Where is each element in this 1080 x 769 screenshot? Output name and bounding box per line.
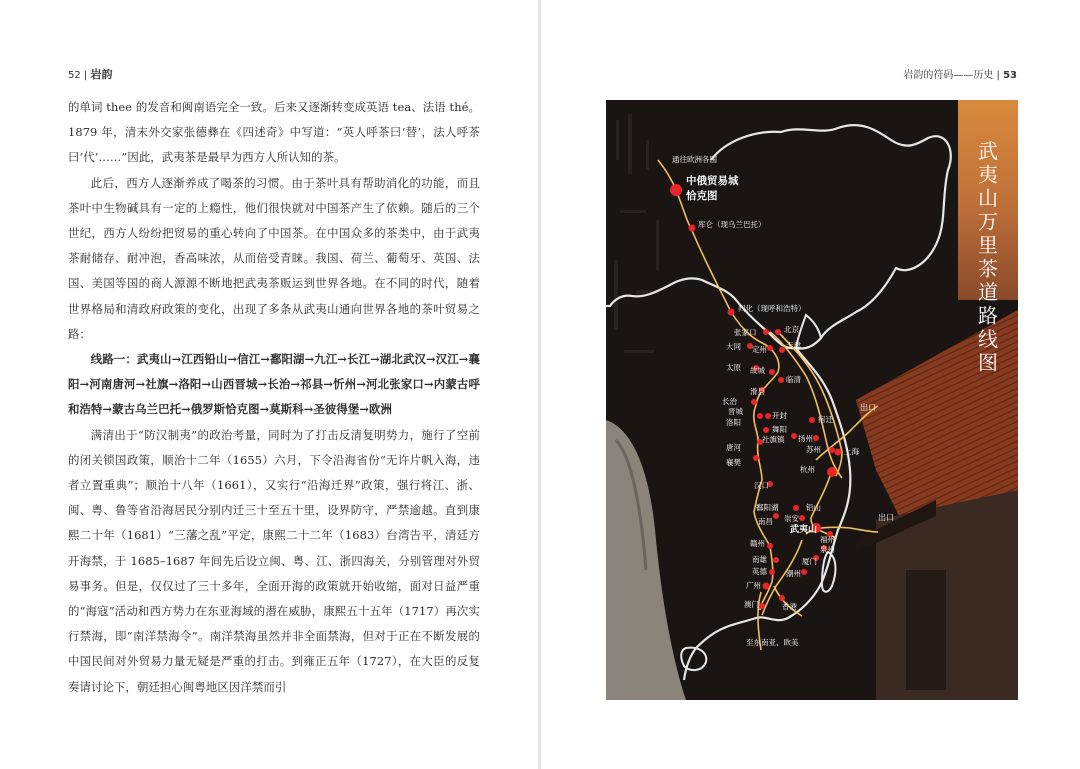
label-aomen: 澳门 [744, 600, 759, 609]
paragraph-4: 满清出于“防汉制夷”的政治考量，同时为了打击反清复明势力，施行了空前的闭关锁国政策，顺治十二年（1655）六月，下令沿海省份“无许片帆入海，违者立置重典”；顺治十八年（1661），又实行“沿海迁界”政策，强行将江、浙、闽、粤、鲁等省沿海居民分别内迁三十至五十里，设界防守，严禁逾越。直到康熙二十年（1681）“三藩之乱”平定，康熙二十二年（1683）台湾告平，清廷方开海禁，于 1685–1687 年间先后设立闽、粤、江、浙四海关，分别管理对外贸易事务。但是，仅仅过了三十多年，全面开海的政策就开始收缩，面对日益严重的“海寇”活动和西方势力在东亚海域的潜在威胁，康熙五十五年（1717）再次实行禁海，即“南洋禁海令”。南洋禁海虽然并非全面禁海，但对于正在不断发展的中国民间对外贸易力量无疑是严重的打击。到雍正五年（1727），在大臣的反复奏请讨论下，朝廷担心闽粤地区因洋禁而引 [68, 427, 480, 694]
label-kaifeng: 开封 [772, 411, 787, 420]
label-wuyishan: 武夷山 [790, 525, 818, 535]
label-taiyuan: 太原 [726, 363, 741, 372]
label-nanchang: 南昌 [758, 517, 773, 526]
label-yanshan: 铅山 [806, 503, 821, 512]
label-quanzhou: 泉州 [820, 545, 835, 554]
label-linqing: 临清 [786, 375, 801, 384]
label-jincheng: 晋城 [728, 407, 743, 416]
section-title: 岩韵的符码——历史 [903, 70, 994, 81]
label-europe: 通往欧洲各国 [672, 155, 717, 164]
label-wuyang: 舞阳 [772, 425, 787, 434]
label-hankou: 汉口 [754, 481, 769, 490]
label-datong: 大同 [726, 342, 741, 351]
map-title [978, 139, 998, 375]
label-kulun: 库仑（现乌兰巴托） [698, 220, 766, 229]
tea-road-map-svg [606, 100, 1018, 700]
label-yingde: 英德 [752, 567, 767, 576]
left-page-header [68, 66, 112, 82]
label-sheqi: 社旗镇 [762, 435, 785, 444]
right-page [541, 0, 1080, 769]
label-tanghe: 唐河 [726, 443, 741, 452]
label-guihua: 归化（现呼和浩特） [738, 304, 806, 313]
label-zhangjiakou: 张家口 [734, 328, 757, 337]
label-changzhi: 长治 [722, 397, 737, 406]
tea-road-map [606, 100, 1018, 700]
book-title: 岩韵 [90, 68, 113, 81]
label-suzhou: 苏州 [806, 445, 821, 454]
route-one-paragraph: 线路一：武夷山→江西铅山→信江→鄱阳湖→九江→长江→湖北武汉→汉江→襄阳→河南唐河→社旗→洛阳→山西晋城→长治→祁县→忻州→河北张家口→内蒙古呼和浩特→蒙古乌兰巴托→俄罗斯恰克图→莫斯科→圣彼得堡→欧洲 [68, 352, 480, 417]
label-nanxiong: 南雄 [752, 555, 767, 564]
label-southeast: 至东南亚、欧美 [746, 638, 799, 647]
label-fuzhou: 福州 [820, 535, 835, 544]
label-exit-1: 出口 [860, 403, 876, 412]
label-chaozhou: 潮州 [786, 569, 801, 578]
label-guangzhou: 广州 [746, 581, 761, 590]
building-door [906, 570, 946, 690]
right-page-number: 53 [1003, 70, 1017, 81]
right-page-header [903, 66, 1017, 81]
label-luoyang: 洛阳 [726, 418, 741, 427]
label-exit-2: 出口 [878, 513, 894, 522]
label-xiamen-1: 厦门 [802, 557, 817, 566]
label-kyakhta-1: 中俄贸易城 [686, 175, 739, 187]
label-huaxian: 滑县 [750, 387, 765, 396]
label-hongkong: 香港 [782, 602, 797, 611]
label-chongan: 崇安 [784, 514, 799, 523]
label-yangzhou: 扬州 [798, 434, 813, 443]
label-ganzhou: 赣州 [750, 539, 765, 548]
paragraph-1: 的单词 thee 的发音和闽南语完全一致。后来又逐渐转变成英语 tea、法语 thé。1879 年，清末外交家张德彝在《四述奇》中写道：“英人呼茶曰‘替’，法人呼茶曰‘代’……”因此，武夷茶是最早为西方人所认知的茶。 [68, 100, 480, 165]
label-xiangyang: 襄樊 [726, 458, 741, 467]
label-beijing: 北京 [784, 325, 799, 334]
label-tianjin: 天津 [786, 341, 801, 350]
right-header-separator: | [996, 70, 1000, 81]
left-header-separator: | [83, 70, 88, 81]
label-dingzhou: 定州 [752, 345, 767, 354]
left-page-number: 52 [68, 70, 81, 81]
left-page-body [68, 95, 480, 700]
map-title-text: 武夷山万里茶道路线图 [978, 139, 998, 375]
label-gucheng: 故城 [750, 366, 765, 375]
left-page [0, 0, 538, 769]
label-kyakhta-2: 恰克图 [686, 190, 718, 202]
label-shanghai: 上海 [844, 447, 859, 456]
label-hangzhou: 杭州 [800, 465, 815, 474]
label-poyang: 鄱阳湖 [756, 503, 779, 512]
label-suqian: 宿迁 [818, 415, 833, 424]
paragraph-2: 此后，西方人逐渐养成了喝茶的习惯。由于茶叶具有帮助消化的功能，而且茶叶中生物碱具有一定的上瘾性，他们很快就对中国茶产生了依赖。随后的三个世纪，西方人纷纷把贸易的重心转向了中国茶。在中国众多的茶类中，由于武夷茶耐储存、耐冲泡，香高味浓，从而倍受青睐。我国、荷兰、葡萄牙、英国、法国、美国等国的商人源源不断地把武夷茶贩运到世界各地。在不同的时代，随着世界格局和清政府政策的变化，出现了多条从武夷山通向世界各地的茶叶贸易之路： [68, 175, 480, 341]
